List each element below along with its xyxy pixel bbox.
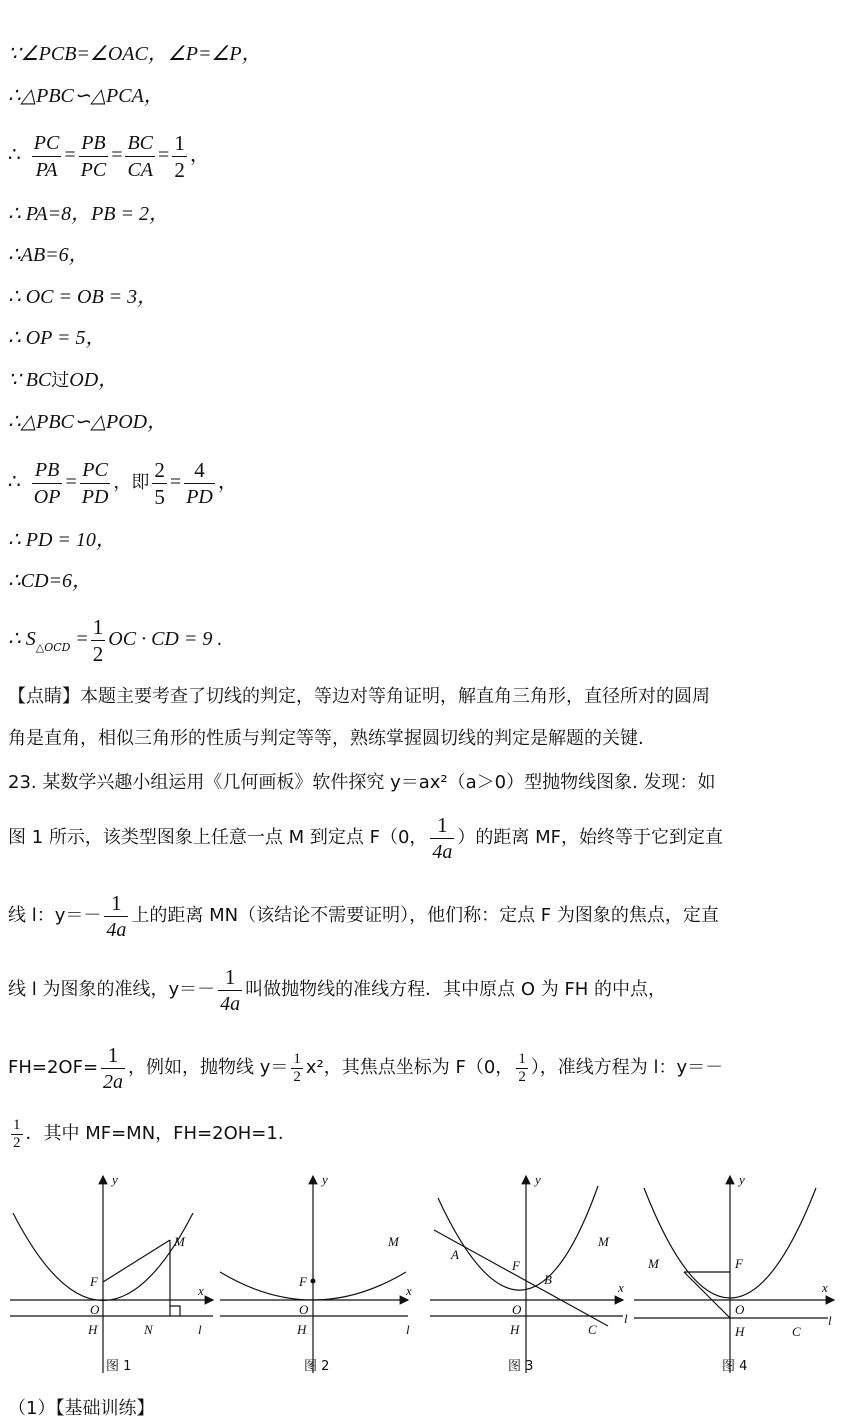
fraction: $\frac{1}{2}$ [92,614,104,666]
problem-23: 23. 某数学兴趣小组运用《几何画板》软件探究 y＝ax²（a＞0）型抛物线图象. 发现：如 [8,772,716,793]
fraction: $\frac{1}{2}$ [174,130,185,182]
figure-1 [10,1176,213,1373]
solution-line-13: ∴ $S_{\triangle OCD}$ = $\frac{1}{2}$ OC · CD = 9 . [8,614,223,666]
sub-question-1: （1）【基础训练】 [8,1398,155,1419]
solution-line-1: ∵∠PCB=∠OAC，∠P=∠P， [8,43,262,65]
fraction: $\frac{1}{2}$ [13,1116,21,1151]
label-C: C [588,1322,597,1337]
label-M: M [598,1234,609,1249]
fraction: $\frac{2}{5}$ [154,457,165,509]
caption-fig-2: 图 2 [304,1359,330,1374]
label-N: N [144,1322,153,1337]
label-F: F [299,1274,307,1289]
label-x: x [822,1280,828,1295]
fraction: $\frac{1}{4a}$ [220,964,241,1015]
fraction: $\frac{PB}{PC}$ [80,131,107,181]
label-M: M [174,1234,185,1249]
label-O: O [735,1302,745,1317]
label-O: O [90,1302,100,1317]
label-x: x [406,1283,412,1298]
fraction: $\frac{PB}{OP}$ [33,458,61,508]
problem-23-line-2: 图 1 所示，该类型图象上任意一点 M 到定点 F（0， $\frac{1}{4a}$ ）的距离 MF，始终等于它到定直 [8,812,724,863]
solution-line-10: ∴ $\frac{PB}{OP}$ = $\frac{PC}{PD}$ ，即 $\frac{2}{5}$ = $\frac{4}{PD}$ ， [8,457,238,509]
label-y: y [322,1172,328,1187]
caption-fig-3: 图 3 [508,1359,534,1374]
label-F: F [735,1256,743,1271]
segment-MF [103,1240,170,1282]
fraction: $\frac{1}{2}$ [518,1050,526,1085]
solution-line-6: ∴ OC = OB = 3， [8,286,158,308]
label-A: A [451,1247,459,1262]
fraction: $\frac{PC}{PD}$ [81,458,109,508]
label-C: C [792,1324,801,1339]
label-H: H [735,1324,745,1339]
right-angle-mark [170,1306,180,1316]
solution-line-9: ∴△PBC∽△POD， [8,411,168,433]
label-x: x [198,1283,204,1298]
label-M: M [648,1256,659,1271]
label-y: y [112,1172,118,1187]
solution-line-4: ∴ PA=8，PB = 2， [8,203,170,225]
figures-row [8,1168,838,1383]
solution-line-2: ∴△PBC∽△PCA， [8,85,164,107]
fraction: $\frac{1}{2a}$ [103,1042,124,1093]
focus-point [311,1279,316,1284]
label-B: B [544,1272,552,1287]
label-H: H [510,1322,520,1337]
solution-line-11: ∴ PD = 10， [8,529,116,551]
label-y: y [535,1172,541,1187]
parabola-curve [438,1186,598,1290]
label-l: l [624,1311,628,1326]
label-M: M [388,1234,399,1249]
figure-4 [634,1176,834,1373]
solution-line-5: ∴AB=6， [8,244,89,266]
label-H: H [88,1322,98,1337]
label-H: H [297,1322,307,1337]
comment-paragraph: 【点睛】本题主要考查了切线的判定，等边对等角证明，解直角三角形，直径所对的圆周 角是直角，相似三角形的性质与判定等等，熟练掌握圆切线的判定是解题的关键. [8,686,710,749]
solution-line-8: ∵ BC过OD， [8,369,119,391]
figure-3 [430,1176,623,1373]
label-F: F [90,1274,98,1289]
label-O: O [512,1302,522,1317]
problem-23-line-5: FH=2OF= $\frac{1}{2a}$ ，例如，抛物线 y＝ $\frac{1}{2}$ x²，其焦点坐标为 F（0， $\frac{1}{2}$ ），准线方程为 l：y＝－ [8,1042,724,1093]
problem-23-line-4: 线 l 为图象的准线，y＝－ $\frac{1}{4a}$ 叫做抛物线的准线方程．其中原点 O 为 FH 的中点， [8,964,667,1015]
fraction: $\frac{1}{2}$ [293,1050,301,1085]
fraction: $\frac{1}{4a}$ [106,890,127,941]
label-x: x [618,1280,624,1295]
problem-23-line-6: $\frac{1}{2}$ ．其中 MF=MN，FH=2OH=1. [13,1116,284,1151]
label-l: l [406,1322,410,1337]
label-l: l [198,1322,202,1337]
figure-2 [220,1176,408,1373]
solution-line-3: ∴ $\frac{PC}{PA}$ = $\frac{PB}{PC}$ = $\frac{BC}{CA}$ = $\frac{1}{2}$ ， [8,130,210,182]
label-F: F [512,1258,520,1273]
problem-23-line-3: 线 l：y＝－ $\frac{1}{4a}$ 上的距离 MN（该结论不需要证明），他们称：定点 F 为图象的焦点，定直 [8,890,719,941]
fraction: $\frac{PC}{PA}$ [33,131,60,181]
caption-fig-4: 图 4 [722,1359,748,1374]
solution-line-12: ∴CD=6， [8,570,93,592]
segment-MH [684,1272,730,1318]
caption-fig-1: 图 1 [106,1359,132,1374]
label-y: y [739,1172,745,1187]
fraction: $\frac{1}{4a}$ [432,812,453,863]
solution-line-7: ∴ OP = 5， [8,327,106,349]
label-O: O [299,1302,309,1317]
label-l: l [828,1313,832,1328]
fraction: $\frac{4}{PD}$ [186,457,213,508]
fraction: $\frac{BC}{CA}$ [127,131,154,181]
